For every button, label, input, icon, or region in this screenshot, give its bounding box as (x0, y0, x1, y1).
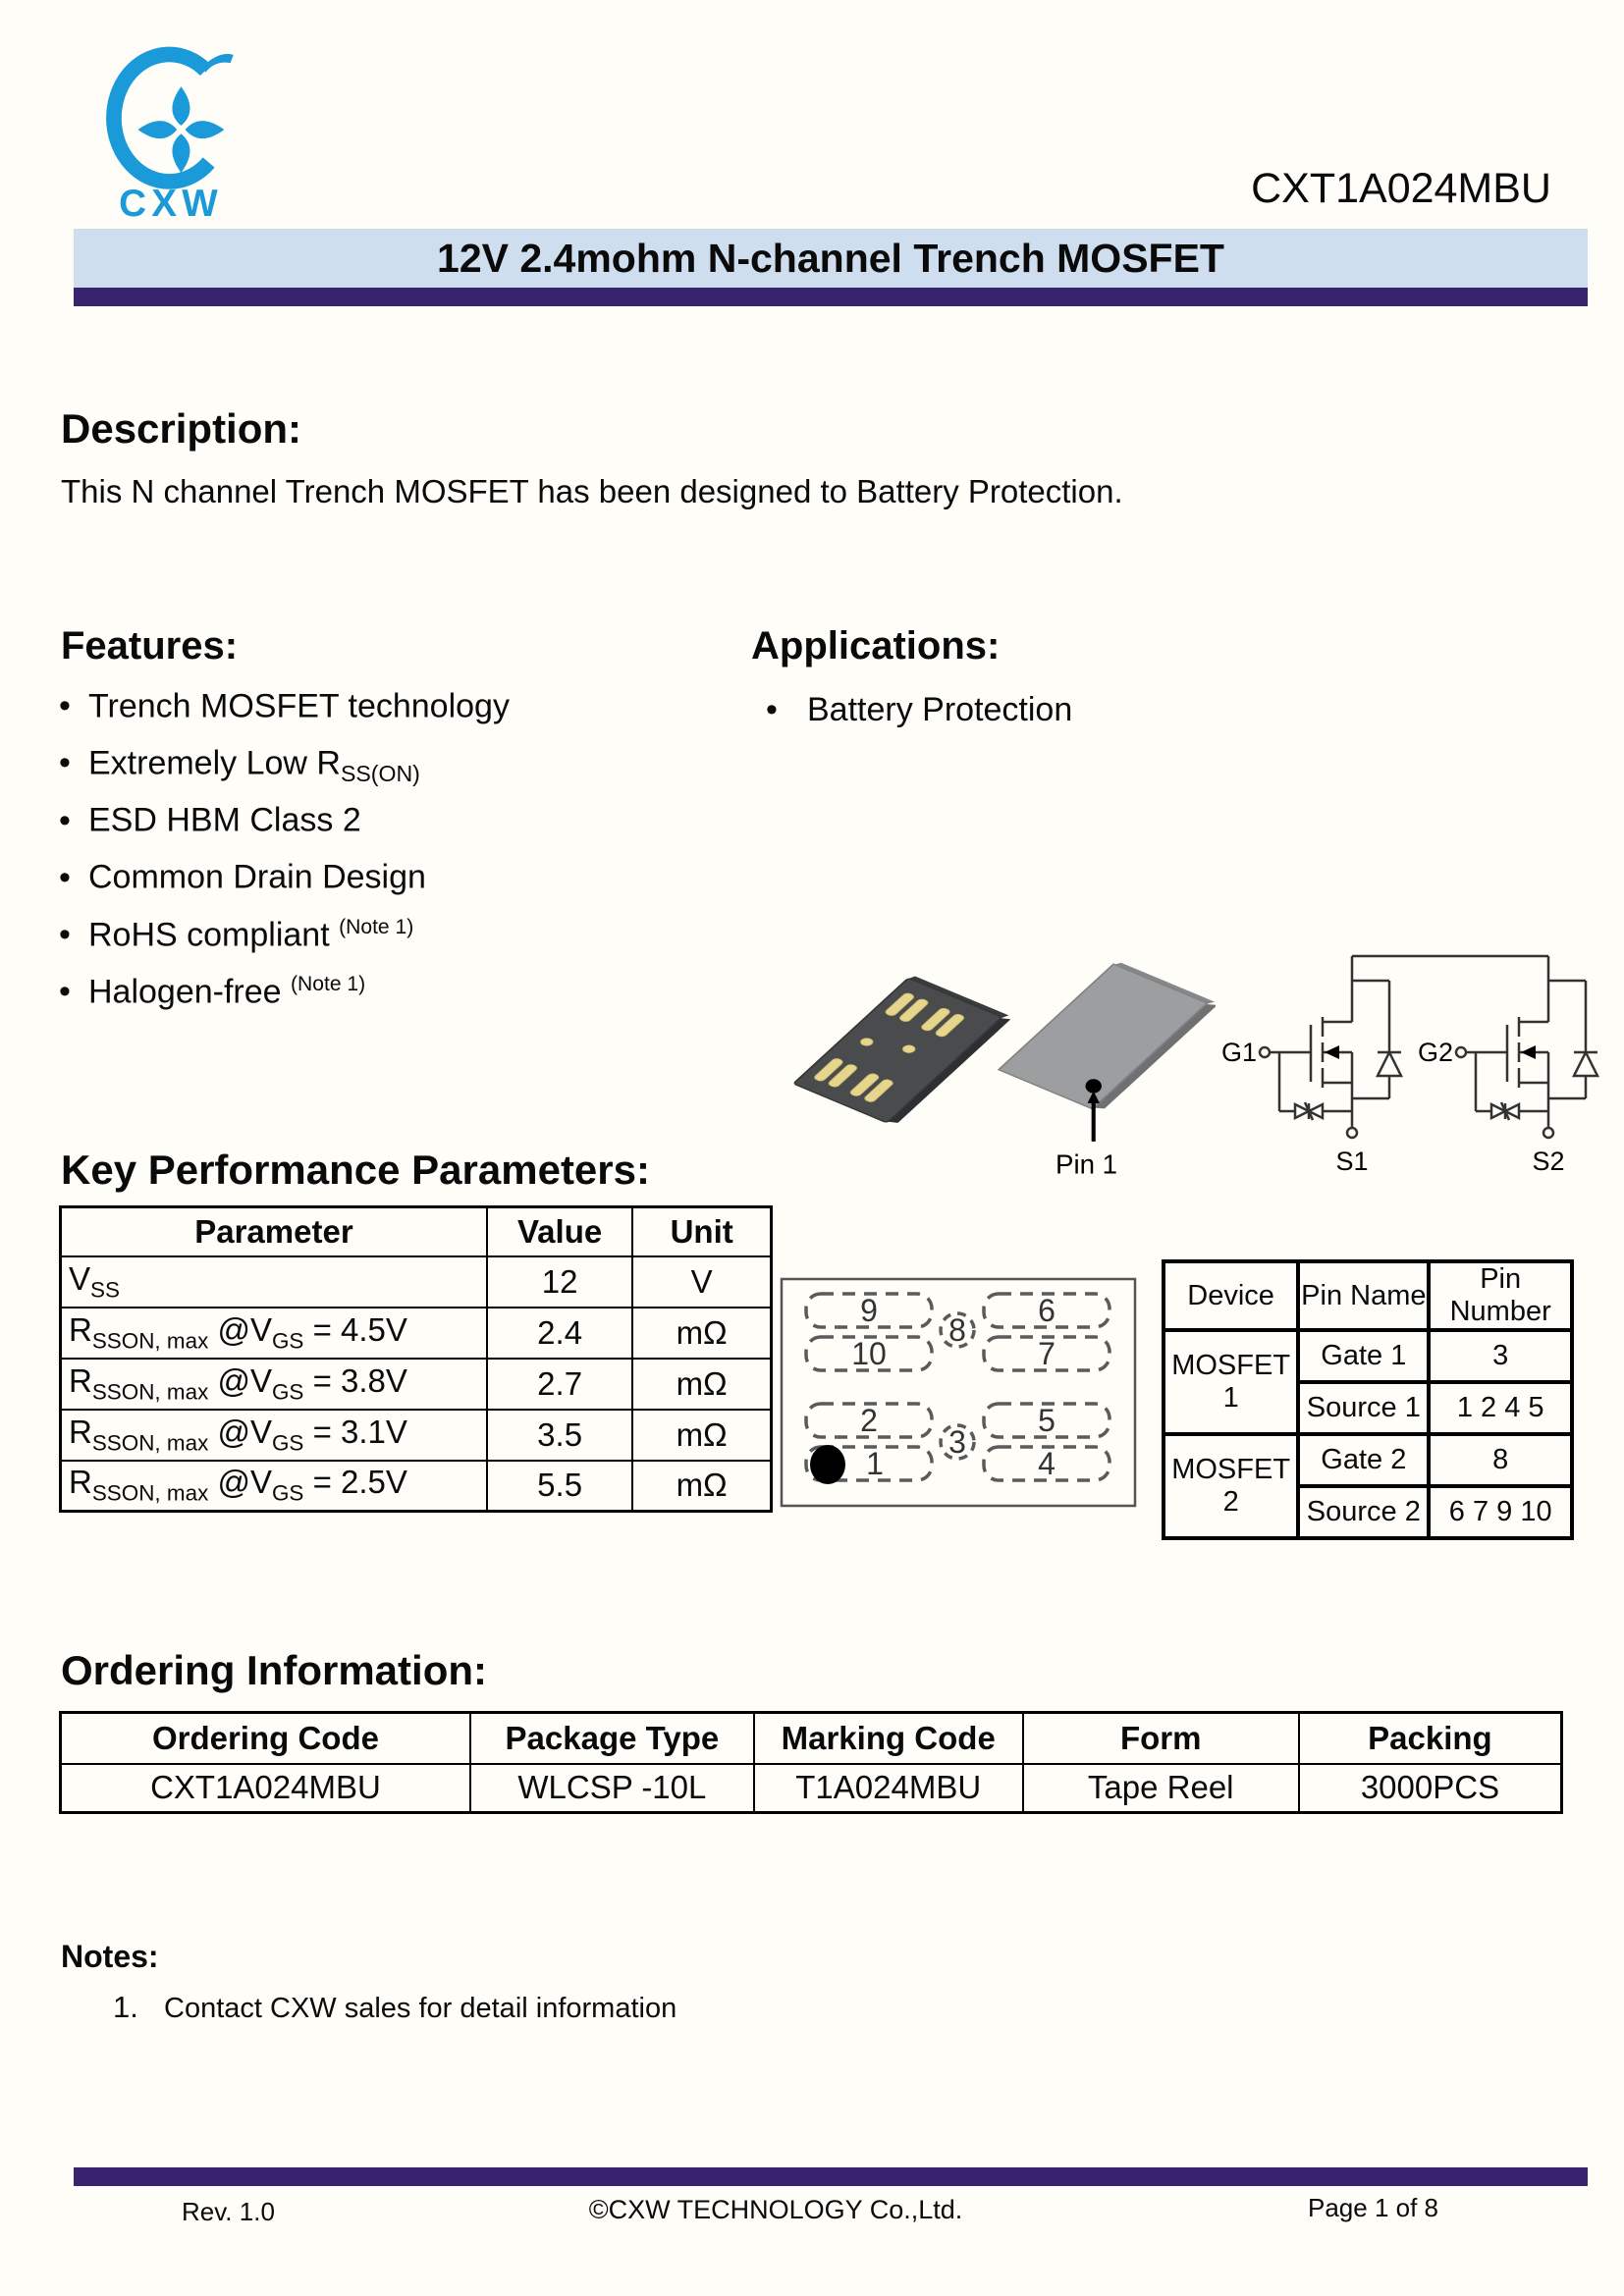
ord-package-type: WLCSP -10L (470, 1764, 754, 1813)
ordering-heading: Ordering Information: (61, 1647, 487, 1693)
kpp-value: 12 (487, 1256, 632, 1308)
schematic-label-s1: S1 (1335, 1147, 1369, 1176)
pin-number-cell: 6 7 9 10 (1429, 1486, 1572, 1538)
param-text: V (69, 1259, 91, 1297)
kpp-row-rsson-3v1 (61, 1410, 772, 1461)
feature-text: Common Drain Design (88, 858, 426, 896)
feature-sub: SS(ON) (340, 761, 420, 787)
note-number: 1. (113, 1990, 138, 2024)
param-text: R (69, 1362, 92, 1399)
pin-col-name: Pin Name (1298, 1261, 1429, 1330)
ord-col-marking-code: Marking Code (754, 1713, 1023, 1764)
pad-8-number: 8 (948, 1312, 966, 1348)
param-sub: GS (271, 1430, 304, 1456)
param-sub: GS (271, 1379, 304, 1405)
pin-table-row (1164, 1330, 1572, 1382)
notes-heading: Notes: (61, 1939, 159, 1974)
pin1-marker-dot (810, 1445, 845, 1484)
param-sub: SSON, max (91, 1328, 209, 1354)
ord-col-ordering-code: Ordering Code (61, 1713, 470, 1764)
pin-table-row (1164, 1434, 1572, 1486)
kpp-parameter (61, 1256, 487, 1308)
param-text: = 4.5V (303, 1310, 407, 1348)
features-list (59, 687, 510, 1030)
package-photo-pads (788, 970, 1010, 1142)
ord-packing: 3000PCS (1299, 1764, 1562, 1813)
pin-number-cell: 1 2 4 5 (1429, 1382, 1572, 1434)
pin-name-cell: Gate 2 (1298, 1434, 1429, 1486)
param-sub: SSON, max (91, 1430, 209, 1456)
kpp-parameter (61, 1461, 487, 1512)
kpp-value: 3.5 (487, 1410, 632, 1461)
ord-col-form: Form (1023, 1713, 1299, 1764)
param-sub: SSON, max (91, 1481, 209, 1507)
note-item (113, 1990, 677, 2025)
applications-heading: Applications: (751, 624, 1001, 667)
kpp-unit: mΩ (632, 1359, 771, 1410)
kpp-unit: mΩ (632, 1410, 771, 1461)
param-sub: SSON, max (91, 1379, 209, 1405)
kpp-row-vss (61, 1256, 772, 1308)
ord-form: Tape Reel (1023, 1764, 1299, 1813)
footer-revision: Rev. 1.0 (182, 2197, 275, 2226)
kpp-value: 2.7 (487, 1359, 632, 1410)
bullet-icon: • (59, 801, 71, 839)
mosfet2-symbol (1456, 956, 1597, 1138)
param-text: @V (208, 1413, 272, 1450)
key-parameters-heading: Key Performance Parameters: (61, 1147, 650, 1193)
pad-7-number: 7 (1038, 1336, 1056, 1371)
pin-number-cell: 8 (1429, 1434, 1572, 1486)
pad-4-number: 4 (1038, 1446, 1056, 1481)
pin-device-cell: MOSFET 1 (1164, 1330, 1298, 1434)
param-text: R (69, 1413, 92, 1450)
feature-item (59, 916, 510, 959)
feature-item (59, 744, 510, 787)
param-text: = 3.8V (303, 1362, 407, 1399)
footer-company: ©CXW TECHNOLOGY Co.,Ltd. (588, 2195, 963, 2224)
param-text: @V (208, 1362, 272, 1399)
ord-marking-code: T1A024MBU (754, 1764, 1023, 1813)
description-text: This N channel Trench MOSFET has been designed to Battery Protection. (61, 473, 1123, 509)
feature-text: ESD HBM Class 2 (88, 801, 361, 839)
title-banner (74, 229, 1588, 288)
mosfet1-symbol (1260, 956, 1401, 1138)
page-title: 12V 2.4mohm N-channel Trench MOSFET (437, 235, 1224, 281)
ord-col-packing: Packing (1299, 1713, 1562, 1764)
cxw-logo (86, 35, 255, 220)
logo-text: CXW (119, 182, 223, 220)
pin-name-cell: Gate 1 (1298, 1330, 1429, 1382)
pin1-label: Pin 1 (1055, 1148, 1118, 1180)
feature-note: (Note 1) (291, 972, 366, 995)
kpp-row-rsson-2v5 (61, 1461, 772, 1512)
bullet-icon: • (59, 858, 71, 896)
feature-item (59, 858, 510, 901)
param-text: @V (208, 1310, 272, 1348)
logo-c-serif (201, 54, 233, 73)
ordering-table (59, 1711, 1563, 1814)
schematic-label-g2: G2 (1417, 1038, 1453, 1067)
application-text: Battery Protection (807, 691, 1073, 728)
kpp-unit: V (632, 1256, 771, 1308)
feature-text: RoHS compliant (88, 915, 340, 953)
mosfet-schematic (1216, 927, 1608, 1177)
param-sub: GS (271, 1328, 304, 1354)
param-sub: SS (90, 1277, 120, 1303)
kpp-value: 5.5 (487, 1461, 632, 1512)
pin-col-device: Device (1164, 1261, 1298, 1330)
param-text: @V (208, 1464, 272, 1501)
pad-9-number: 9 (860, 1293, 878, 1328)
ord-ordering-code: CXT1A024MBU (61, 1764, 470, 1813)
feature-item (59, 687, 510, 730)
pin-col-number: Pin Number (1429, 1261, 1572, 1330)
kpp-parameter (61, 1410, 487, 1461)
kpp-unit: mΩ (632, 1308, 771, 1359)
param-text: R (69, 1464, 92, 1501)
kpp-unit: mΩ (632, 1461, 771, 1512)
ordering-data-row (61, 1764, 1562, 1813)
pin-layout-diagram (779, 1276, 1138, 1509)
pin-device-cell: MOSFET 2 (1164, 1434, 1298, 1538)
key-parameters-table (59, 1205, 773, 1513)
pad-1-number: 1 (866, 1446, 884, 1481)
param-text: = 2.5V (303, 1464, 407, 1501)
pin-table-header-row (1164, 1261, 1572, 1330)
features-heading: Features: (61, 624, 239, 667)
schematic-label-g1: G1 (1220, 1038, 1257, 1067)
schematic-label-s2: S2 (1532, 1147, 1565, 1176)
bullet-icon: • (766, 691, 778, 728)
logo-c-glyph (114, 54, 209, 182)
feature-text: Halogen-free (88, 972, 292, 1010)
feature-text: Extremely Low R (88, 744, 341, 782)
pad-6-number: 6 (1038, 1293, 1056, 1328)
footer-page-number: Page 1 of 8 (1308, 2193, 1438, 2222)
pin-name-cell: Source 2 (1298, 1486, 1429, 1538)
pin-assignment-table (1162, 1259, 1574, 1540)
ord-col-package-type: Package Type (470, 1713, 754, 1764)
kpp-col-parameter: Parameter (61, 1207, 487, 1256)
pad-3-number: 3 (948, 1424, 966, 1460)
param-sub: GS (271, 1481, 304, 1507)
param-text: R (69, 1310, 92, 1348)
package-photo-top (994, 954, 1216, 1186)
kpp-row-rsson-4v5 (61, 1308, 772, 1359)
accent-bar (74, 288, 1588, 306)
pad-5-number: 5 (1038, 1403, 1056, 1438)
part-number: CXT1A024MBU (1251, 165, 1551, 212)
feature-text: Trench MOSFET technology (88, 687, 510, 725)
note-text: Contact CXW sales for detail information (164, 1993, 677, 2024)
bullet-icon: • (59, 972, 71, 1010)
feature-item (59, 801, 510, 844)
pin-name-cell: Source 1 (1298, 1382, 1429, 1434)
pin1-dot (1086, 1079, 1102, 1093)
kpp-col-unit: Unit (632, 1207, 771, 1256)
kpp-parameter (61, 1359, 487, 1410)
feature-note: (Note 1) (339, 915, 414, 938)
param-text: = 3.1V (303, 1413, 407, 1450)
bullet-icon: • (59, 687, 71, 725)
kpp-col-value: Value (487, 1207, 632, 1256)
logo-star (138, 86, 225, 173)
description-heading: Description: (61, 405, 302, 452)
bullet-icon: • (59, 744, 71, 782)
kpp-row-rsson-3v8 (61, 1359, 772, 1410)
ordering-header-row (61, 1713, 1562, 1764)
pad-2-number: 2 (860, 1403, 878, 1438)
feature-item (59, 973, 510, 1016)
footer-accent-bar (74, 2167, 1588, 2186)
pin-number-cell: 3 (1429, 1330, 1572, 1382)
pad-10-number: 10 (851, 1336, 887, 1371)
bullet-icon: • (59, 915, 71, 953)
kpp-parameter (61, 1308, 487, 1359)
application-item (766, 691, 1072, 729)
kpp-value: 2.4 (487, 1308, 632, 1359)
kpp-header-row (61, 1207, 772, 1256)
